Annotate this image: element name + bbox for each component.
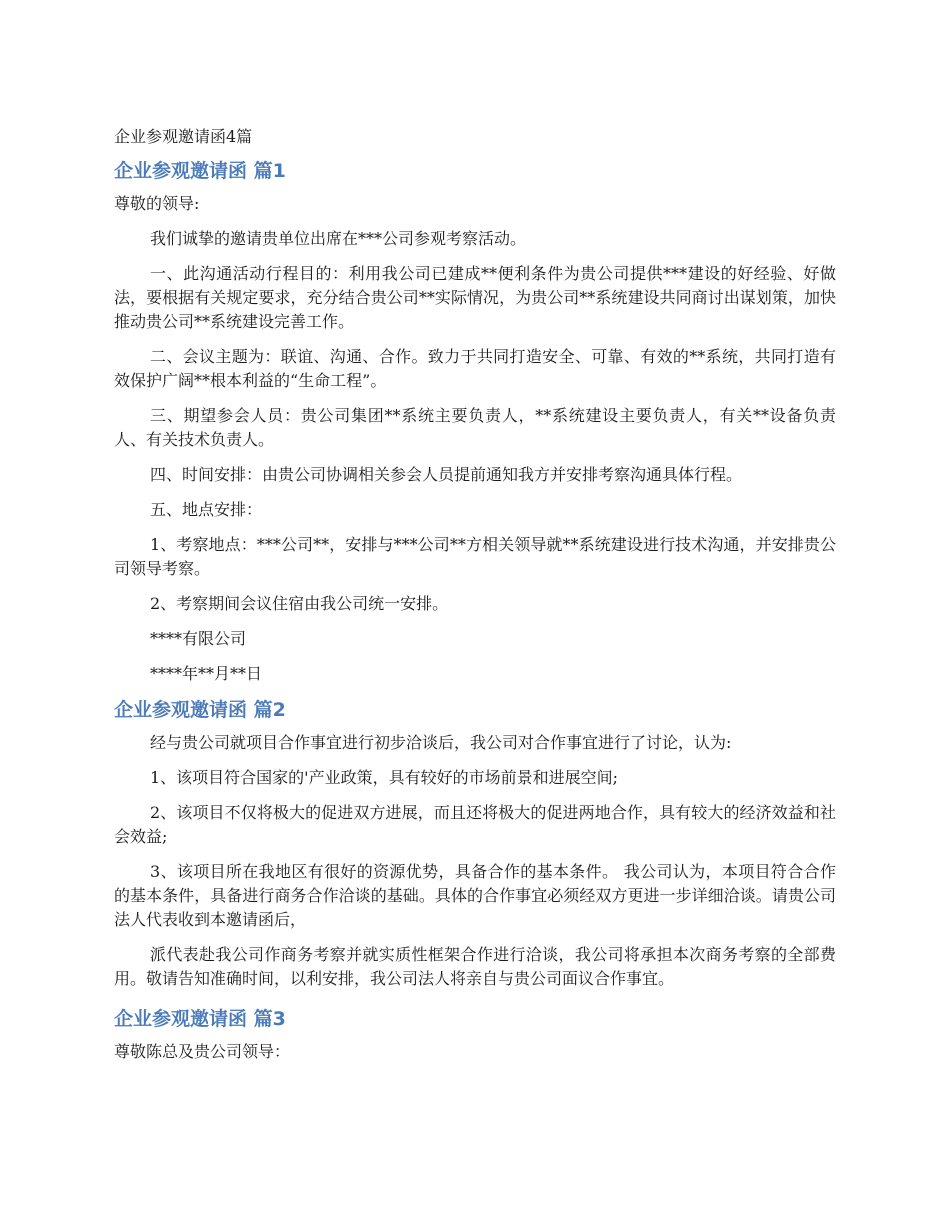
- paragraph: 1、该项目符合国家的'产业政策，具有较好的市场前景和进展空间;: [150, 768, 618, 787]
- paragraph: 派代表赴我公司作商务考察并就实质性框架合作进行洽谈，我公司将承担本次商务考察的全部费用。敬请告知准确时间，以利安排，我公司法人将亲自与贵公司面议合作事宜。: [114, 945, 836, 988]
- paragraph: 四、时间安排：由贵公司协调相关参会人员提前通知我方并安排考察沟通具体行程。: [150, 465, 743, 484]
- signature-company: ****有限公司: [150, 629, 247, 648]
- paragraph: 2、考察期间会议住宿由我公司统一安排。: [150, 594, 449, 613]
- document-page: [114, 124, 836, 1075]
- paragraph: 2、该项目不仅将极大的促进双方进展，而且还将极大的促进两地合作，具有较大的经济效益和社会效益;: [114, 803, 836, 846]
- paragraph: 我们诚挚的邀请贵单位出席在***公司参观考察活动。: [150, 229, 527, 248]
- paragraph: 一、此沟通活动行程目的：利用我公司已建成**便利条件为贵公司提供***建设的好经验、好做法，要根据有关规定要求，充分结合贵公司**实际情况，为贵公司**系统建设共同商讨出谋划策，加快推动贵公司**系统建设完善工作。: [114, 264, 836, 331]
- paragraph: 经与贵公司就项目合作事宜进行初步洽谈后，我公司对合作事宜进行了讨论，认为:: [150, 733, 732, 752]
- salutation: 尊敬陈总及贵公司领导：: [114, 1042, 291, 1061]
- paragraph: 3、该项目所在我地区有很好的资源优势，具备合作的基本条件。 我公司认为，本项目符合合作的基本条件，具备进行商务合作洽谈的基础。具体的合作事宜必须经双方更进一步详细洽谈。请贵公司法人代表收到本邀请函后，: [114, 862, 836, 929]
- section-heading-1: 企业参观邀请函 篇1: [114, 160, 286, 182]
- document-title: 企业参观邀请函4篇: [114, 127, 253, 146]
- section-heading-3: 企业参观邀请函 篇3: [114, 1008, 286, 1030]
- paragraph: 三、期望参会人员：贵公司集团**系统主要负责人，**系统建设主要负责人，有关**设备负责人、有关技术负责人。: [114, 406, 836, 449]
- paragraph: 1、考察地点：***公司**，安排与***公司**方相关领导就**系统建设进行技术沟通，并安排贵公司领导考察。: [114, 535, 836, 578]
- paragraph: 五、地点安排：: [150, 500, 263, 519]
- paragraph: 二、会议主题为：联谊、沟通、合作。致力于共同打造安全、可靠、有效的**系统，共同打造有效保护广阔**根本利益的“生命工程”。: [114, 347, 836, 390]
- signature-date: ****年**月**日: [150, 664, 263, 683]
- salutation: 尊敬的领导:: [114, 194, 200, 213]
- section-heading-2: 企业参观邀请函 篇2: [114, 699, 286, 721]
